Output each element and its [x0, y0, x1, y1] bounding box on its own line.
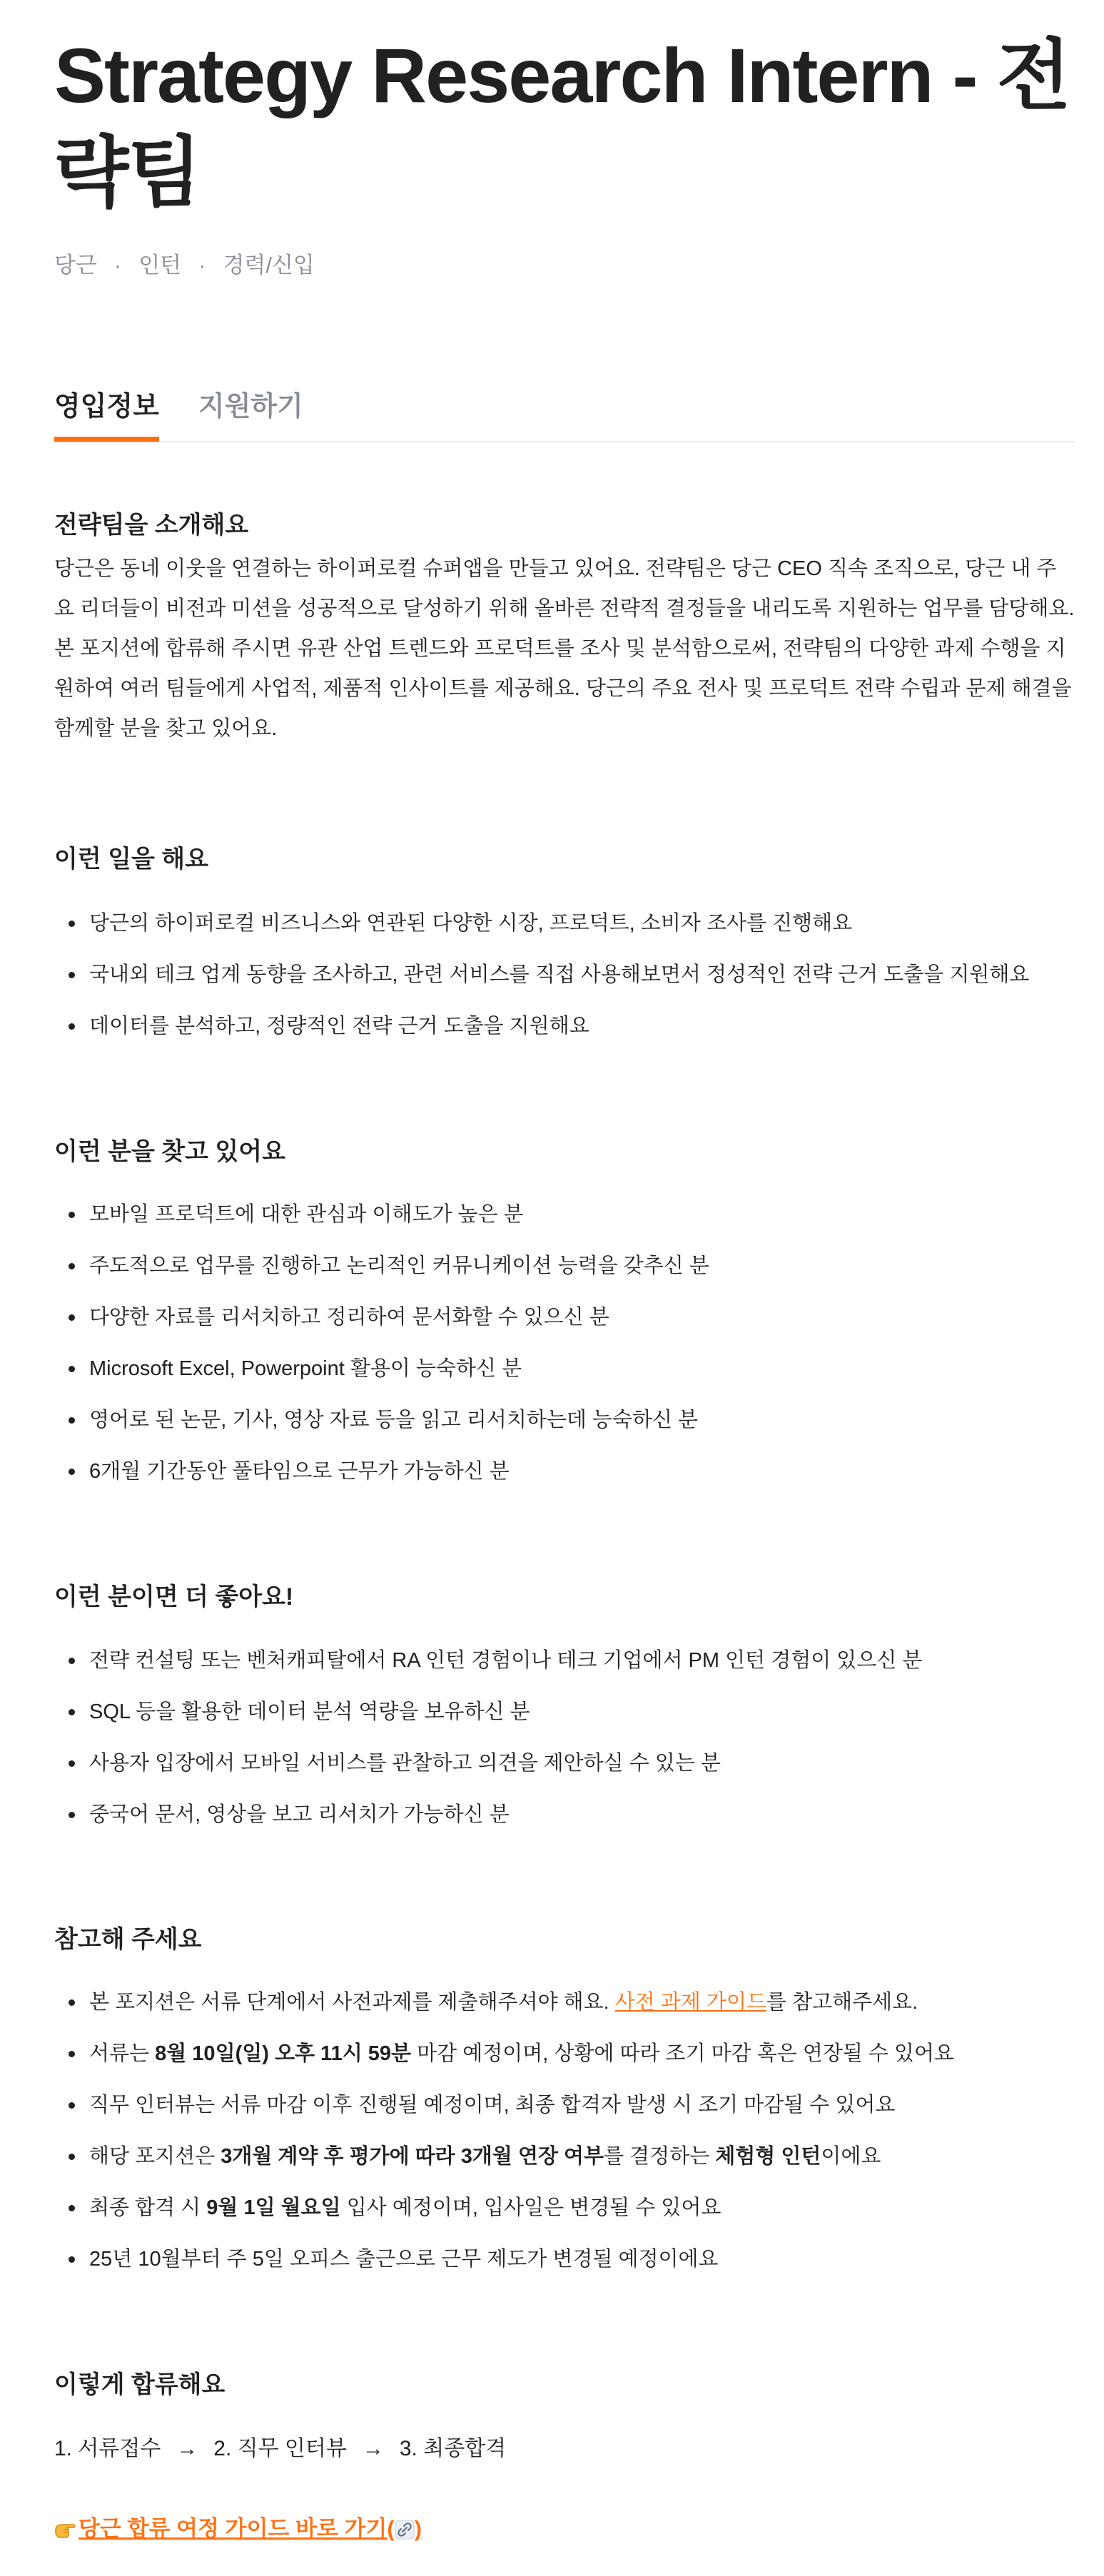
arrow-right-icon: →: [362, 2437, 384, 2460]
note-text: 최종 합격 시: [89, 2196, 207, 2219]
note-text: 해당 포지션은: [89, 2145, 221, 2168]
section-heading-requirements: 이런 분을 찾고 있어요: [54, 1138, 285, 1165]
section-heading-duties: 이런 일을 해요: [54, 846, 208, 873]
guide-link-text: 당근 합류 여정 가이드 바로 가기(: [79, 2516, 395, 2541]
meta-separator: ·: [113, 253, 122, 278]
job-meta: [54, 247, 315, 279]
note-text: 입사 예정이며, 입사일은 변경될 수 있어요: [340, 2196, 721, 2219]
list-item: Microsoft Excel, Powerpoint 활용이 능숙하신 분: [54, 1343, 709, 1394]
list-item: 다양한 자료를 리서치하고 정리하여 문서화할 수 있으신 분: [54, 1292, 709, 1343]
contract-highlight: 3개월 계약 후 평가에 따라 3개월 연장 여부: [221, 2145, 604, 2168]
employment-type: 인턴: [138, 253, 182, 278]
intro-paragraph: 당근은 동네 이웃을 연결하는 하이퍼로컬 슈퍼앱을 만들고 있어요. 전략팀은 당근 CEO 직속 조직으로, 당근 내 주요 리더들이 비전과 미션을 성공적으로 달성하기 위해 올바른 전략적 결정들을 내리도록 지원하는 업무를 담당해요. 본 포지션에 합류해 주시면 유관 산업 트렌드와 프로덕트를 조사 및 분석함으로써, 전략팀의 다양한 과제 수행을 지원하여 여러 팀들에게 사업적, 제품적 인사이트를 제공해요. 당근의 주요 전사 및 프로덕트 전략 수립과 문제 해결을 함께할 분을 찾고 있어요.: [54, 557, 1075, 740]
requirements-list: [54, 1189, 709, 1497]
list-item: 사용자 입장에서 모바일 서비스를 관찰하고 의견을 제안하실 수 있는 분: [54, 1738, 922, 1789]
list-item: 6개월 기간동안 풀타임으로 근무가 가능하신 분: [54, 1446, 709, 1497]
section-heading-process: 이렇게 합류해요: [54, 2371, 226, 2398]
list-item: 25년 10월부터 주 5일 오피스 출근으로 근무 제도가 변경될 예정이에요: [54, 2233, 954, 2285]
guide-link-text-end: ): [414, 2516, 422, 2541]
tab-job-info[interactable]: 영입정보: [54, 385, 159, 428]
meta-separator: ·: [198, 253, 206, 278]
duties-list: [54, 898, 1029, 1052]
list-item: 중국어 문서, 영상을 보고 리서치가 가능하신 분: [54, 1789, 922, 1840]
deadline-highlight: 8월 10일(일) 오후 11시 59분: [155, 2042, 412, 2065]
note-text: 마감 예정이며, 상황에 따라 조기 마감 혹은 연장될 수 있어요: [411, 2042, 955, 2065]
list-item: 직무 인터뷰는 서류 마감 이후 진행될 예정이며, 최종 합격자 발생 시 조기 마감될 수 있어요: [54, 2079, 954, 2131]
notes-list: [54, 1977, 954, 2285]
list-item: SQL 등을 활용한 데이터 분석 역량을 보유하신 분: [54, 1686, 922, 1738]
section-heading-intro: 전략팀을 소개해요: [54, 512, 249, 539]
list-item: 전략 컨설팅 또는 벤처캐피탈에서 RA 인턴 경험이나 테크 기업에서 PM 인턴 경험이 있으신 분: [54, 1635, 922, 1686]
hiring-journey-guide-link[interactable]: [54, 2512, 422, 2546]
note-text: 이에요: [821, 2145, 881, 2168]
arrow-right-icon: →: [176, 2437, 198, 2460]
company-name: 당근: [54, 253, 97, 278]
list-item: 모바일 프로덕트에 대한 관심과 이해도가 높은 분: [54, 1189, 709, 1240]
list-item: [54, 2028, 954, 2079]
list-item: 영어로 된 논문, 기사, 영상 자료 등을 읽고 리서치하는데 능숙하신 분: [54, 1394, 709, 1446]
list-item: [54, 2131, 954, 2182]
tab-apply[interactable]: 지원하기: [198, 392, 303, 422]
pre-assignment-guide-link[interactable]: 사전 과제 가이드: [614, 1991, 767, 2014]
note-text: 본 포지션은 서류 단계에서 사전과제를 제출해주셔야 해요.: [89, 1991, 615, 2014]
list-item: 데이터를 분석하고, 정량적인 전략 근거 도출을 지원해요: [54, 1000, 1029, 1052]
hiring-process-steps: [54, 2432, 506, 2466]
process-step: 2. 직무 인터뷰: [213, 2437, 347, 2460]
note-text: 서류는: [89, 2042, 156, 2065]
list-item: 국내외 테크 업계 동향을 조사하고, 관련 서비스를 직접 사용해보면서 정성적인 전략 근거 도출을 지원해요: [54, 949, 1029, 1000]
section-heading-preferred: 이런 분이면 더 좋아요!: [54, 1583, 294, 1611]
tab-bar: [54, 385, 1075, 442]
note-text: 를 결정하는: [604, 2145, 716, 2168]
list-item: 주도적으로 업무를 진행하고 논리적인 커뮤니케이션 능력을 갖추신 분: [54, 1240, 709, 1292]
process-step: 1. 서류접수: [54, 2437, 161, 2460]
section-heading-notes: 참고해 주세요: [54, 1926, 202, 1953]
pointing-hand-icon: [54, 2514, 79, 2532]
link-icon: [395, 2515, 415, 2535]
list-item: [54, 2182, 954, 2233]
process-step: 3. 최종합격: [399, 2437, 507, 2460]
page-title: Strategy Research Intern - 전략팀: [54, 32, 1070, 215]
start-date-highlight: 9월 1일 월요일: [206, 2196, 341, 2219]
list-item: [54, 1977, 954, 2028]
intern-type-highlight: 체험형 인턴: [715, 2145, 821, 2168]
list-item: 당근의 하이퍼로컬 비즈니스와 연관된 다양한 시장, 프로덕트, 소비자 조사를 진행해요: [54, 898, 1029, 949]
note-text: 를 참고해주세요.: [766, 1991, 918, 2014]
experience-level: 경력/신입: [223, 253, 315, 278]
preferred-list: [54, 1635, 922, 1840]
